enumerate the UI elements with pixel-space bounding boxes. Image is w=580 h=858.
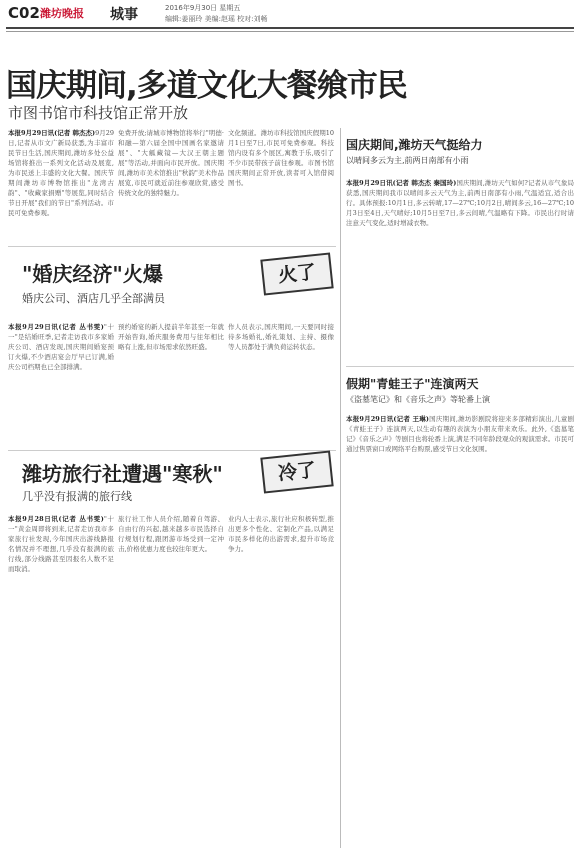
lead-byline: 本报9月29日讯(记者 韩杰杰) — [8, 129, 96, 137]
section-divider — [8, 246, 336, 247]
wedding-title: "婚庆经济"火爆 — [22, 262, 163, 286]
lead-column-1 — [8, 128, 114, 236]
travel-column-3: 业内人士表示,旅行社应积极转型,推出更多个性化、定制化产品,以满足市民多样化的出游需求,提升市场竞争力。 — [228, 515, 334, 553]
lead-headline: 国庆期间,多道文化大餐飨市民 — [6, 68, 407, 104]
masthead-rule-thin — [6, 31, 574, 32]
wedding-column-1 — [8, 322, 114, 444]
holiday-text: 国庆期间,潍坊影剧院将迎来多部精彩演出,儿童剧《青蛙王子》连演两天,以生动有趣的表演为小朋友带来欢乐。此外,《盗墓笔记》《音乐之声》等剧目也将轮番上演,满足不同年龄段观众的观演需求。市民可通过售票窗口或网络平台购票,感受节日文化氛围。 — [346, 415, 574, 453]
holiday-subtitle: 《盗墓笔记》和《音乐之声》等轮番上演 — [346, 395, 490, 404]
editor-credits: 编辑:姜丽玲 美编:赵瑶 校对:刘畅 — [165, 15, 268, 23]
holiday-byline: 本报9月29日讯(记者 王琳) — [346, 415, 429, 423]
page-number: C02 — [8, 4, 40, 22]
wedding-subtitle: 婚庆公司、酒店几乎全部满员 — [22, 292, 165, 305]
travel-column-2: 旅行社工作人员介绍,随着自驾游、自由行的兴起,越来越多市民选择自行规划行程,跟团游市场受到一定冲击,价格优惠力度也较往年更大。 — [118, 515, 224, 553]
weather-text: 国庆期间,潍坊天气如何?记者从市气象局获悉,国庆期间我市以晴间多云天气为主,前两日南部有小雨,气温适宜,适合出行。具体预报:10月1日,多云转晴,17—27℃;10月2日,晴间多云,16—27℃;10月3日至4日,天气晴好;10月5日至7日,多云间晴,气温略有下降。市民出行时请注意天气变化,适时增减衣物。 — [346, 179, 574, 227]
lead-subhead: 市图书馆市科技馆正常开放 — [8, 104, 189, 122]
weather-byline: 本报9月29日讯(记者 韩杰杰 秦国玲) — [346, 179, 457, 187]
wedding-col1-text: "十一"是结婚旺季,记者走访我市多家婚庆公司、酒店发现,国庆期间婚宴预订火爆,不少酒店宴会厅早已订满,婚庆公司档期也已全部排满。 — [8, 323, 114, 371]
weather-body — [346, 178, 574, 358]
travel-col1-text: "十一"黄金周即将到来,记者走访我市多家旅行社发现,今年国庆出游线路报名情况并不理想,几乎没有报满的旅行线,部分线路甚至因报名人数不足而取消。 — [8, 515, 114, 573]
section-divider-2 — [8, 450, 336, 451]
lead-column-3: 文化频道。潍坊市科技馆国庆假期10月1日至7日,市民可免费参观。科技馆内设有多个展区,寓教于乐,吸引了不少市民带孩子前往参观。市图书馆国庆期间正常开放,读者可入馆借阅图书。 — [228, 129, 334, 187]
weather-title: 国庆期间,潍坊天气挺给力 — [346, 138, 483, 152]
travel-subtitle: 几乎没有报满的旅行线 — [22, 490, 132, 503]
wedding-column-3: 作人员表示,国庆期间,一天要同时接待多场婚礼,婚礼策划、主持、摄像等人员都处于满负荷运转状态。 — [228, 323, 334, 351]
holiday-body — [346, 414, 574, 650]
cold-stamp: 冷了 — [260, 450, 333, 493]
issue-date: 2016年9月30日 星期五 — [165, 4, 241, 12]
lead-column-2: 免费开放;请城市博物馆将举行"明德·和融—第六届全国中国画名家邀请展"、"大觚藏镜—大汉王朝主题展"等活动,并面向市民开放。国庆期间,潍坊市美术馆推出"秋韵"美术作品展览,市民可就近前往参观欣赏,感受传统文化的独特魅力。 — [118, 129, 224, 197]
wedding-column-2: 预约婚宴的新人提前半年甚至一年就开始咨询,婚庆服务费用与往年相比略有上涨,但市场需求依然旺盛。 — [118, 323, 224, 351]
travel-title: 潍坊旅行社遭遇"寒秋" — [22, 462, 223, 486]
lead-col1-text: 9月29日,记者从市文广新局获悉,为丰富市民节日生活,国庆期间,潍坊多处公益场馆将推出一系列文化活动及展览,为市民送上丰盛的文化大餐。国庆节期间潍坊市博物馆推出"龙湾古韵"、"收藏家捐赠"等展览,同时结合节日开展"我们的节日"系列活动。市民可免费参观。 — [8, 129, 114, 217]
travel-column-1 — [8, 514, 114, 652]
paper-logo: 潍坊晚报 — [40, 7, 84, 20]
masthead-rule — [6, 27, 574, 29]
weather-subtitle: 以晴间多云为主,前两日南部有小雨 — [346, 156, 469, 165]
travel-byline: 本报9月28日讯(记者 丛书雯) — [8, 515, 104, 523]
holiday-title: 假期"青蛙王子"连演两天 — [346, 377, 479, 391]
section-name: 城事 — [110, 7, 138, 23]
sidebar-divider — [346, 366, 574, 367]
wedding-byline: 本报9月29日讯(记者 丛书雯) — [8, 323, 104, 331]
column-divider — [340, 128, 341, 848]
hot-stamp: 火了 — [260, 252, 333, 295]
